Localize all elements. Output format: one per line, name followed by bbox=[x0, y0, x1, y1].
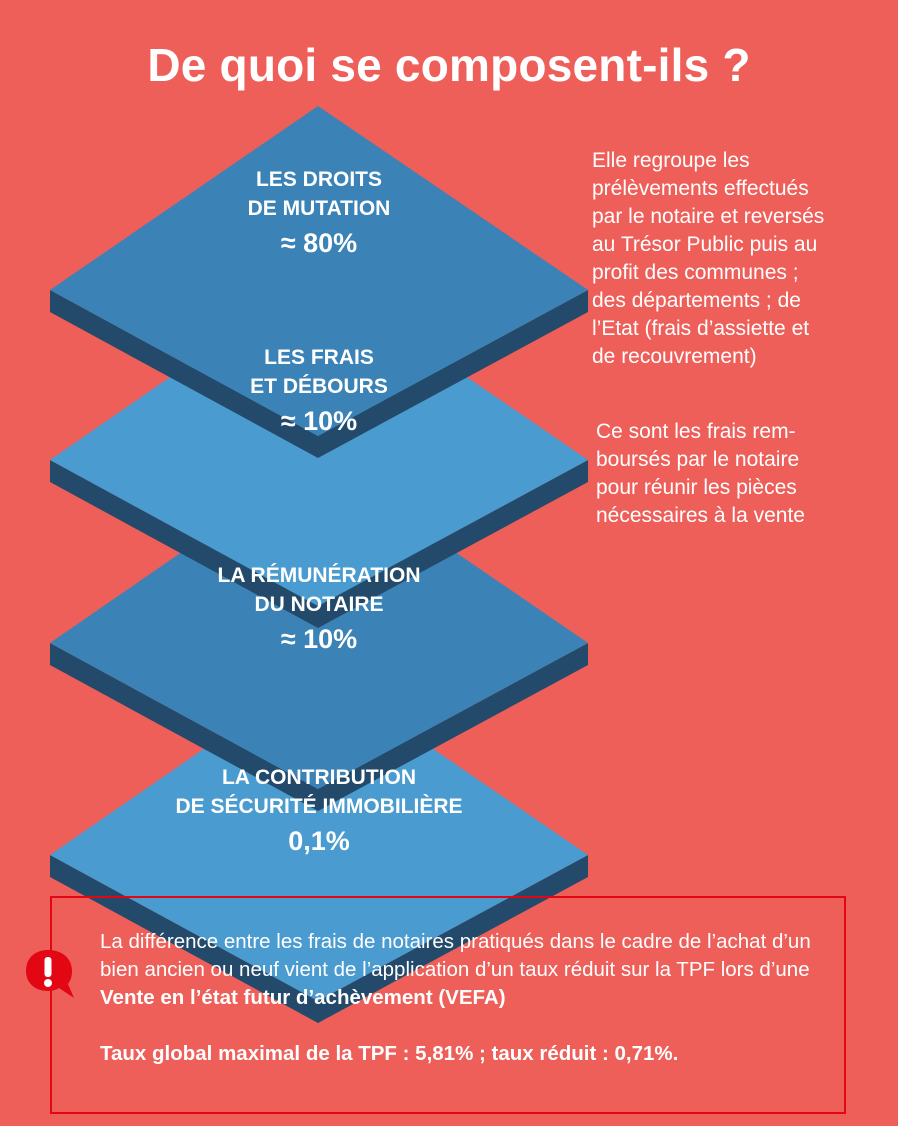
description-droits-line: par le notaire et reversés bbox=[592, 205, 825, 228]
description-droits-line: des départements ; de bbox=[592, 289, 801, 312]
note-text bbox=[100, 928, 820, 1068]
description-frais bbox=[596, 418, 805, 530]
diamond-frais-line1: LES FRAIS bbox=[264, 346, 374, 369]
diamond-droits-percent: ≈ 80% bbox=[280, 228, 358, 258]
diamond-remuneration-line1: LA RÉMUNÉRATION bbox=[217, 564, 421, 587]
diamond-contribution-percent: 0,1% bbox=[288, 826, 350, 856]
description-frais-line: boursés par le notaire bbox=[596, 448, 800, 471]
diamond-droits-line2: DE MUTATION bbox=[247, 197, 391, 220]
diamond-frais-percent: ≈ 10% bbox=[280, 406, 358, 436]
diamond-frais-line2: ET DÉBOURS bbox=[250, 375, 388, 398]
diamond-label-frais bbox=[139, 343, 499, 436]
description-frais-line: Ce sont les frais rem- bbox=[596, 420, 796, 443]
description-droits-line: Elle regroupe les bbox=[592, 149, 750, 172]
description-frais-line: pour réunir les pièces bbox=[596, 476, 797, 499]
note-rates: Taux global maximal de la TPF : 5,81% ; taux réduit : 0,71%. bbox=[100, 1042, 679, 1065]
diamond-droits-line1: LES DROITS bbox=[255, 168, 382, 191]
description-frais-line: nécessaires à la vente bbox=[596, 504, 805, 527]
page-title: De quoi se composent-ils ? bbox=[147, 39, 751, 91]
diamond-contribution-line2: DE SÉCURITÉ IMMOBILIÈRE bbox=[175, 795, 463, 818]
description-droits bbox=[592, 147, 824, 371]
diamond-label-contribution bbox=[119, 763, 519, 856]
description-droits-line: prélèvements effectués bbox=[592, 177, 809, 200]
diamond-contribution-line1: LA CONTRIBUTION bbox=[221, 766, 417, 789]
diamond-label-remuneration bbox=[139, 561, 499, 654]
diamond-label-droits bbox=[139, 165, 499, 258]
info-note-box bbox=[50, 896, 846, 1114]
description-droits-line: l’Etat (frais d’assiette et bbox=[592, 317, 810, 340]
note-intro: La différence entre les frais de notaires pratiqués dans le cadre de l’achat d’un bien ancien ou neuf vient de l’application d’un taux réduit sur la TPF lors d’une bbox=[100, 930, 811, 981]
description-droits-line: au Trésor Public puis au bbox=[592, 233, 818, 256]
description-droits-line: profit des communes ; bbox=[592, 261, 799, 284]
note-highlight: Vente en l’état futur d’achèvement (VEFA) bbox=[100, 986, 506, 1009]
diamond-remuneration-percent: ≈ 10% bbox=[280, 624, 358, 654]
description-droits-line: de recouvrement) bbox=[592, 345, 757, 368]
diamond-remuneration-line2: DU NOTAIRE bbox=[254, 593, 384, 616]
exclamation-speech-bubble-icon bbox=[22, 946, 86, 1004]
